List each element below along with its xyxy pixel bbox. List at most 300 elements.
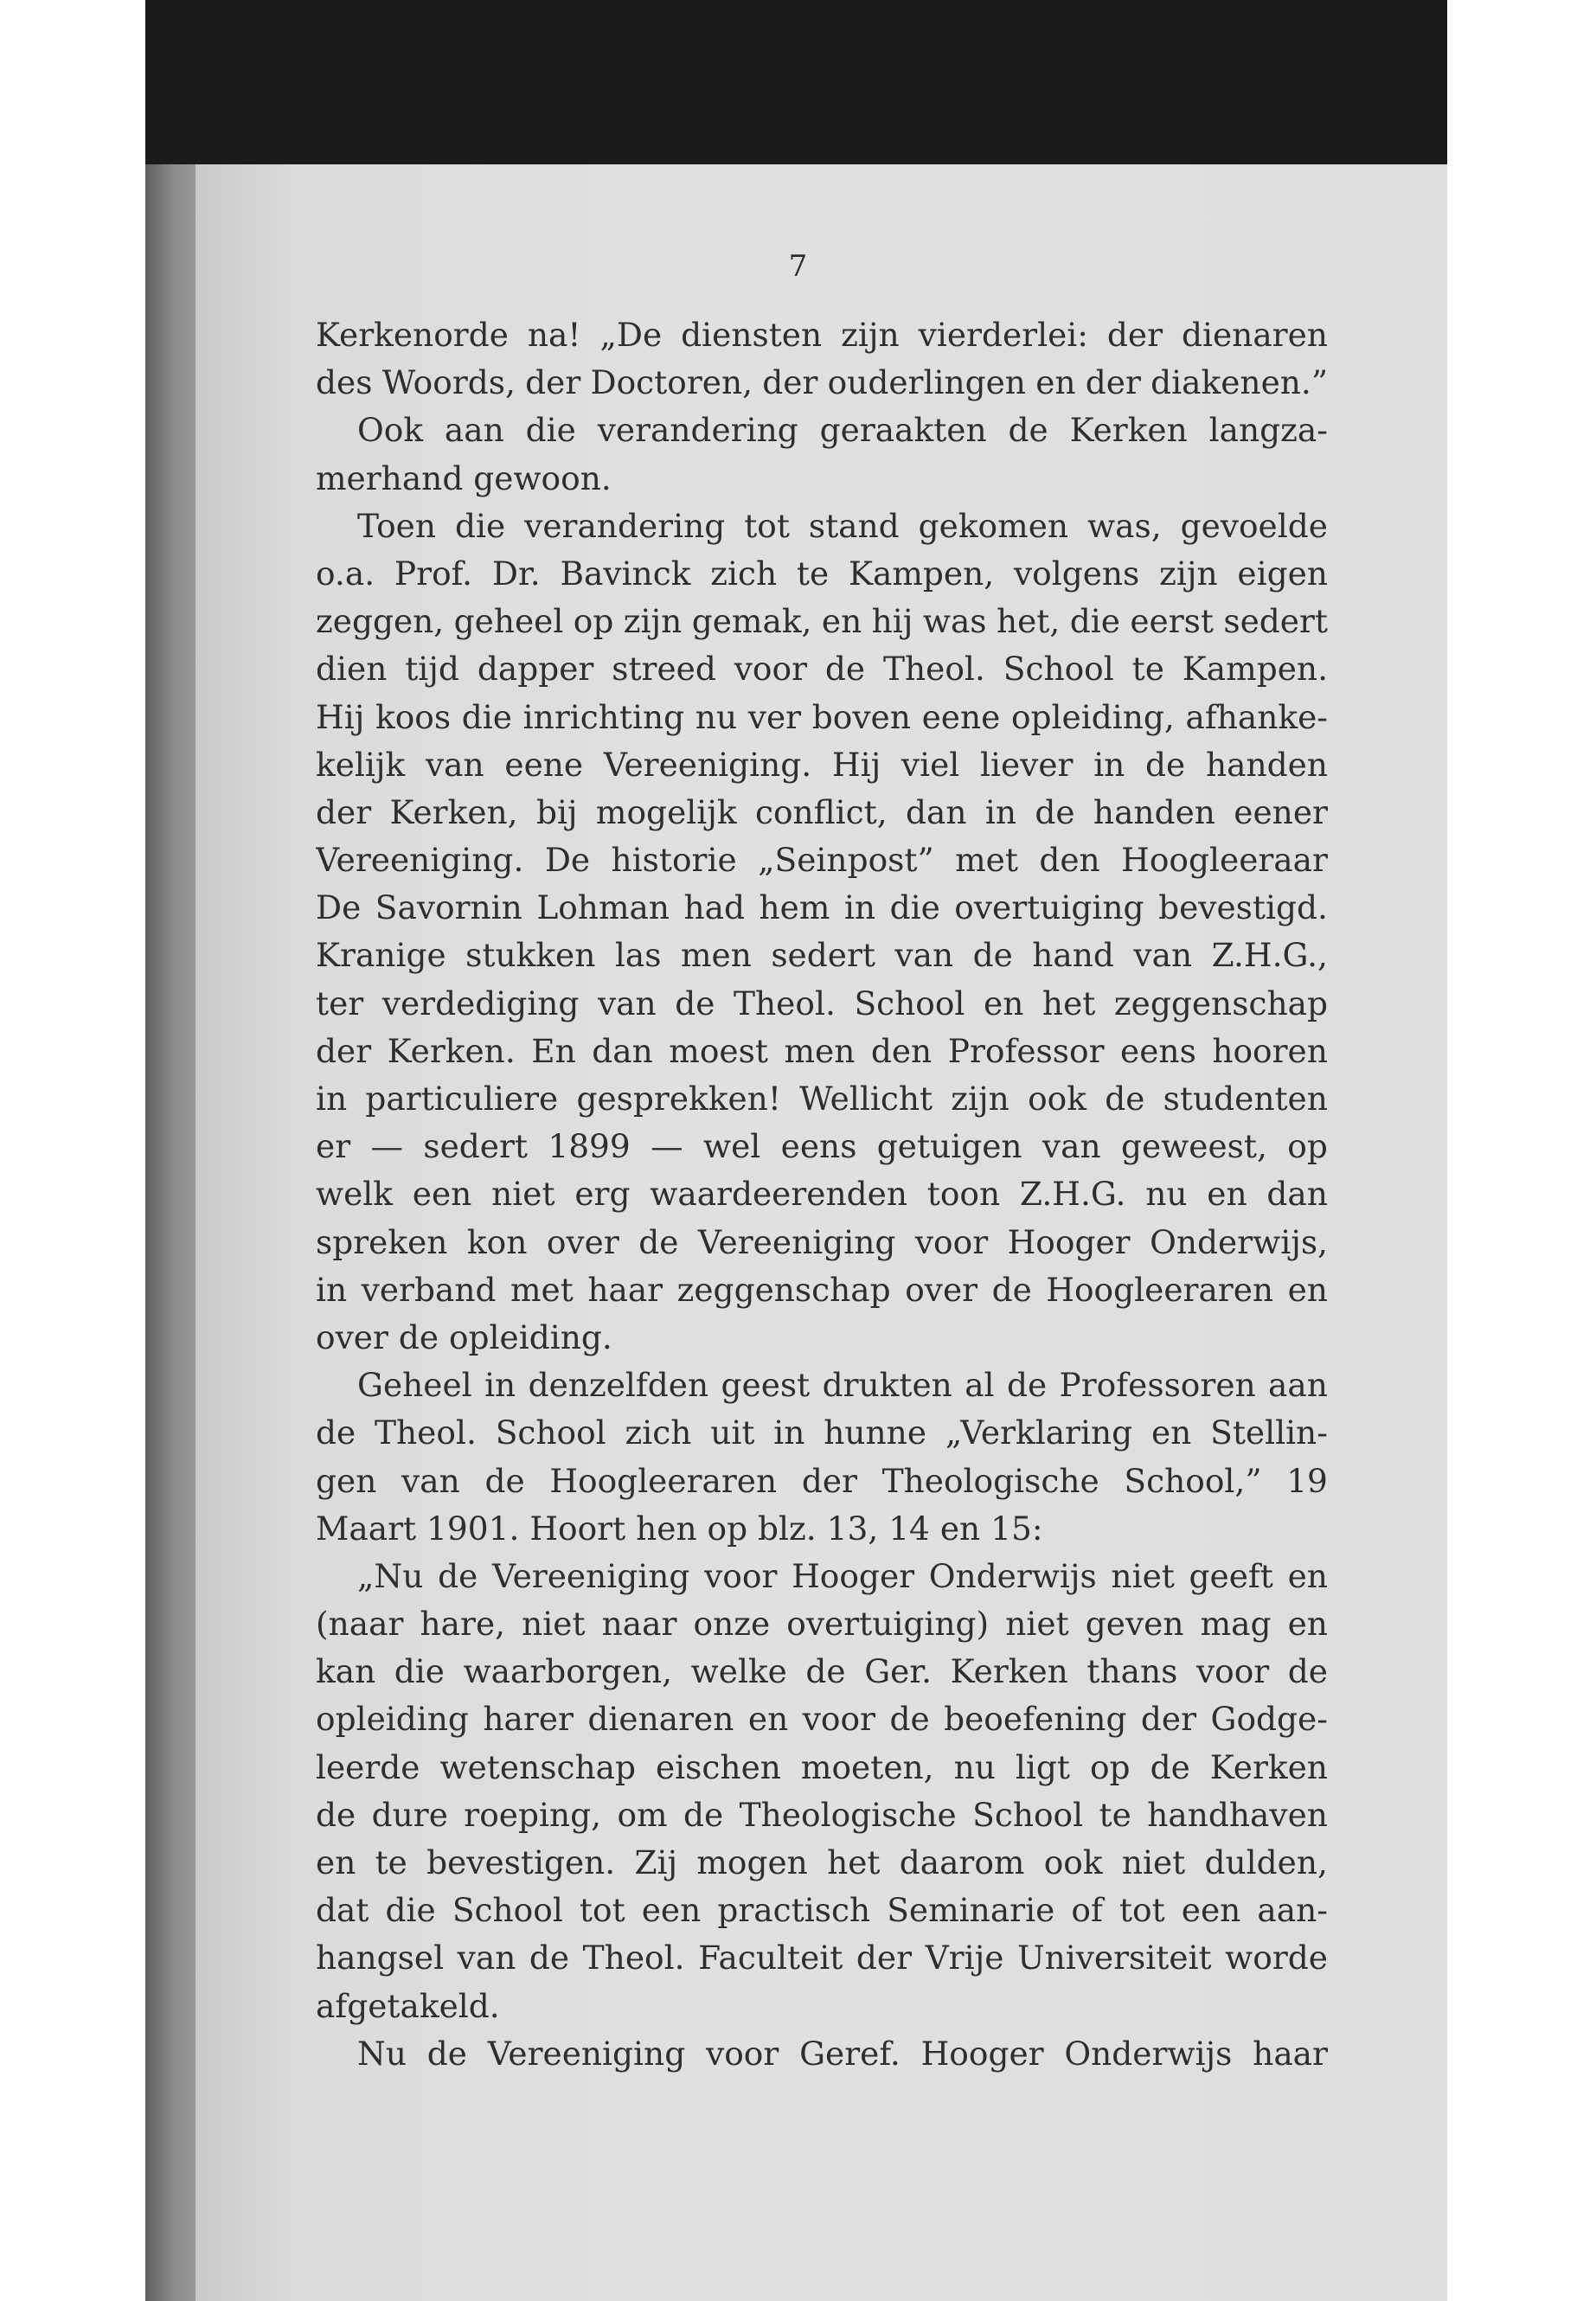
text-word: overtuiging): [786, 1605, 990, 1644]
text-word: over: [316, 1317, 399, 1356]
text-word: der: [525, 363, 581, 402]
text-word: het,: [996, 602, 1061, 641]
text-word: viel: [901, 745, 960, 784]
text-word: de: [1145, 745, 1186, 784]
text-word: zich: [625, 1413, 692, 1452]
text-word: Geref.: [799, 2034, 901, 2073]
text-word: Hooger: [920, 2034, 1044, 2073]
text-word: School: [854, 984, 965, 1022]
text-word: en: [316, 1843, 356, 1881]
text-word: volgens: [1013, 554, 1140, 593]
text-word: De: [544, 841, 591, 880]
text-word: opleiding.: [448, 1317, 612, 1356]
text-word: zeggen,: [316, 602, 445, 641]
text-word: Seminarie: [887, 1891, 1055, 1930]
text-word: hangsel: [316, 1939, 445, 1977]
text-line: [316, 598, 1328, 645]
text-line: [316, 550, 1328, 598]
text-line: [316, 1839, 1328, 1887]
text-word: over: [546, 1222, 619, 1261]
text-line: [316, 1266, 1328, 1314]
text-word: in: [773, 1413, 805, 1452]
text-word: van: [401, 1461, 460, 1500]
text-word: verandering: [524, 506, 726, 545]
text-word: gewoon.: [473, 458, 612, 497]
text-word: kon: [466, 1222, 528, 1261]
text-word: hunne: [824, 1413, 927, 1452]
text-word: Hooger: [792, 1556, 915, 1595]
text-word: harer: [483, 1700, 574, 1739]
text-word: Theol.: [734, 984, 836, 1022]
text-word: der: [1140, 1700, 1197, 1739]
text-word: Onderwijs,: [1150, 1222, 1328, 1261]
text-word: bij: [535, 792, 578, 831]
text-word: Maart: [316, 1509, 427, 1548]
text-word: o.a.: [316, 554, 375, 593]
text-word: overtuiging: [954, 888, 1144, 927]
text-word: de: [824, 650, 866, 689]
text-word: dienaren: [1181, 316, 1328, 354]
text-word: in: [484, 1366, 516, 1405]
text-word: boven: [811, 697, 911, 736]
text-word: geheel: [453, 602, 564, 641]
text-word: en: [1287, 1605, 1328, 1644]
text-word: Z.H.G.,: [1211, 936, 1328, 975]
text-line: [316, 1458, 1328, 1505]
text-word: —: [370, 1127, 403, 1166]
text-word: men: [784, 1031, 856, 1070]
text-word: Wellicht: [799, 1080, 933, 1118]
text-word: ter: [316, 984, 364, 1022]
text-word: opleiding: [316, 1700, 469, 1739]
text-word: waardeerenden: [650, 1175, 907, 1214]
text-word: de: [426, 2034, 467, 2073]
text-word: nu: [1145, 1175, 1188, 1214]
text-line: [316, 311, 1328, 359]
text-word: niet: [1111, 1556, 1175, 1595]
text-word: 1901.: [426, 1509, 530, 1548]
text-word: Theologische: [881, 1461, 1099, 1500]
text-word: Professor: [947, 1031, 1105, 1070]
text-line: [316, 1553, 1328, 1600]
text-line: [316, 1744, 1328, 1791]
text-word: geven: [1085, 1605, 1184, 1644]
text-word: hem: [759, 888, 830, 927]
text-word: in: [1093, 745, 1125, 784]
text-word: bevestigd.: [1158, 888, 1328, 927]
text-word: te: [375, 1843, 407, 1881]
text-word: Vereeniging: [491, 1556, 690, 1595]
text-word: te: [796, 554, 830, 593]
text-word: voor: [914, 1222, 989, 1261]
text-word: dan: [1266, 1175, 1328, 1214]
text-word: zijn: [623, 602, 683, 641]
text-word: afgetakeld.: [316, 1986, 500, 2025]
text-word: Hoogleeraren: [549, 1461, 778, 1500]
text-word: mogelijk: [595, 792, 737, 831]
text-word: die: [394, 1652, 445, 1691]
text-word: van: [597, 984, 657, 1022]
text-line: [316, 1170, 1328, 1218]
text-word: zijn: [1159, 554, 1218, 593]
text-word: der: [856, 1939, 913, 1977]
text-word: zeggenschap: [676, 1270, 891, 1309]
text-word: een: [641, 1891, 702, 1930]
text-word: blz.: [758, 1509, 827, 1548]
text-word: nu: [695, 697, 738, 736]
text-word: de: [972, 936, 1013, 975]
text-word: verandering: [597, 411, 798, 450]
text-word: leerde: [316, 1747, 420, 1786]
text-word: sedert: [1223, 602, 1328, 641]
text-word: gemak,: [691, 602, 812, 641]
text-word: Vereeniging: [697, 1222, 896, 1261]
text-word: 13,: [826, 1509, 889, 1548]
text-line: [316, 2030, 1328, 2078]
text-word: en: [1287, 1270, 1328, 1309]
text-word: gen: [316, 1461, 377, 1500]
text-word: was: [922, 602, 987, 641]
text-word: der: [316, 1031, 372, 1070]
text-word: en: [939, 1509, 991, 1548]
text-word: onze: [693, 1605, 771, 1644]
text-word: eene: [921, 697, 1001, 736]
text-word: Vereeniging.: [316, 841, 524, 880]
text-word: dien: [316, 650, 388, 689]
text-word: Dr.: [491, 554, 541, 593]
text-line: [316, 1409, 1328, 1457]
text-word: welke: [690, 1652, 787, 1691]
text-word: de: [438, 1556, 478, 1595]
text-word: bevestigen.: [426, 1843, 616, 1881]
text-word: tot: [744, 506, 790, 545]
text-word: van: [894, 936, 954, 975]
text-word: handen: [1093, 792, 1215, 831]
text-word: tot: [579, 1891, 625, 1930]
text-word: ook: [1028, 1080, 1086, 1118]
text-word: een: [412, 1175, 472, 1214]
text-word: conflict,: [754, 792, 888, 831]
text-word: en: [1207, 1175, 1247, 1214]
text-word: de: [638, 1222, 679, 1261]
text-word: die: [889, 888, 940, 927]
text-word: opleiding,: [1010, 697, 1175, 736]
text-word: „Seinpost”: [758, 841, 934, 880]
text-line: [316, 1600, 1328, 1648]
text-word: hand: [1032, 936, 1114, 975]
text-word: Toen: [357, 506, 437, 545]
text-word: Prof.: [394, 554, 473, 593]
text-word: die: [454, 506, 506, 545]
text-word: diakenen.”: [1151, 363, 1328, 402]
text-word: 1899: [548, 1127, 631, 1166]
text-word: de: [1105, 1080, 1145, 1118]
text-line: [316, 645, 1328, 693]
text-word: in: [984, 792, 1017, 831]
text-word: de: [683, 1795, 724, 1834]
text-line: [316, 741, 1328, 789]
text-word: kan: [316, 1652, 376, 1691]
text-word: eene: [504, 745, 584, 784]
text-word: Vereeniging: [487, 2034, 686, 2073]
text-word: tot: [1118, 1891, 1165, 1930]
text-word: „De: [599, 316, 663, 354]
text-word: Zij: [634, 1843, 678, 1881]
text-word: van: [425, 745, 484, 784]
text-word: Savornin: [375, 888, 522, 927]
text-word: voor: [1195, 1652, 1270, 1691]
text-word: Hij: [831, 745, 881, 784]
text-word: zijn: [951, 1080, 1010, 1118]
text-word: —: [651, 1127, 683, 1166]
text-word: Kampen.: [1182, 650, 1328, 689]
text-line: [316, 407, 1328, 454]
text-line: [316, 1983, 1328, 2030]
text-word: 15:: [990, 1509, 1043, 1548]
text-word: kelijk: [316, 745, 406, 784]
text-word: hij: [871, 602, 913, 641]
text-word: had: [683, 888, 746, 927]
text-line: [316, 1028, 1328, 1075]
text-word: ouderlingen: [827, 363, 1026, 402]
text-word: moeten,: [800, 1747, 934, 1786]
text-word: koos: [375, 697, 452, 736]
text-word: „Nu: [357, 1556, 424, 1595]
text-word: dan: [906, 792, 967, 831]
text-word: eigen: [1237, 554, 1328, 593]
text-word: der: [1085, 363, 1141, 402]
text-line: [316, 503, 1328, 550]
text-line: [316, 980, 1328, 1028]
text-word: Faculteit: [698, 1939, 843, 1977]
text-word: en: [821, 602, 862, 641]
text-word: in: [316, 1080, 348, 1118]
text-word: het: [1042, 984, 1096, 1022]
text-word: Kerken: [950, 1652, 1068, 1691]
text-line: [316, 1362, 1328, 1409]
text-word: School: [1003, 650, 1114, 689]
text-word: School: [972, 1795, 1084, 1834]
text-word: historie: [611, 841, 737, 880]
text-word: de: [991, 1270, 1032, 1309]
text-word: die: [525, 411, 576, 450]
text-word: over: [905, 1270, 978, 1309]
text-word: Z.H.G.: [1019, 1175, 1126, 1214]
text-word: beoefening: [944, 1700, 1127, 1739]
text-word: nu: [953, 1747, 996, 1786]
text-word: tijd: [405, 650, 459, 689]
text-word: verband: [361, 1270, 497, 1309]
text-line: [316, 932, 1328, 979]
text-word: op: [573, 602, 614, 641]
text-word: eens: [1120, 1031, 1196, 1070]
text-word: wetenschap: [439, 1747, 636, 1786]
text-line: [316, 1934, 1328, 1982]
text-word: ver: [747, 697, 802, 736]
text-word: inrichting: [522, 697, 685, 736]
text-word: Kerken: [1209, 1747, 1328, 1786]
text-word: vierderlei:: [918, 316, 1088, 354]
text-word: hen: [636, 1509, 708, 1548]
text-word: op: [1089, 1747, 1131, 1786]
text-word: er: [316, 1127, 351, 1166]
text-word: Theol.: [883, 650, 985, 689]
text-word: Theologische: [739, 1795, 957, 1834]
text-word: die: [461, 697, 512, 736]
text-word: Professoren: [1059, 1366, 1256, 1405]
text-word: in: [316, 1270, 348, 1309]
text-word: voor: [706, 2034, 779, 2073]
text-word: van: [457, 1939, 516, 1977]
text-word: langza-: [1208, 411, 1328, 450]
text-word: der: [316, 792, 372, 831]
text-word: sedert: [771, 936, 875, 975]
text-word: dapper: [477, 650, 594, 689]
text-word: en: [1035, 363, 1076, 402]
text-word: en: [747, 1700, 789, 1739]
text-word: zeggenschap: [1113, 984, 1328, 1022]
text-word: liever: [980, 745, 1074, 784]
text-word: de: [398, 1317, 449, 1356]
text-word: gevoelde: [1180, 506, 1328, 545]
text-word: wel: [703, 1127, 761, 1166]
text-word: Geheel: [357, 1366, 472, 1405]
text-word: Onderwijs: [928, 1556, 1097, 1595]
text-word: (naar: [316, 1605, 404, 1644]
text-word: particuliere: [365, 1080, 559, 1118]
text-word: Onderwijs: [1064, 2034, 1233, 2073]
text-word: voor: [704, 1556, 778, 1595]
text-word: School,”: [1124, 1461, 1262, 1500]
text-word: Kranige: [316, 936, 446, 975]
text-word: dienaren: [587, 1700, 734, 1739]
text-word: hooren: [1212, 1031, 1328, 1070]
text-word: welk: [316, 1175, 394, 1214]
text-word: aan: [1268, 1366, 1328, 1405]
text-word: dure: [371, 1795, 448, 1834]
text-word: zich: [710, 554, 778, 593]
text-word: thans: [1086, 1652, 1178, 1691]
text-line: [316, 789, 1328, 836]
text-word: en: [984, 984, 1024, 1022]
text-word: practisch: [717, 1891, 871, 1930]
text-word: Godge-: [1210, 1700, 1328, 1739]
text-word: erg: [574, 1175, 631, 1214]
text-line: [316, 359, 1328, 407]
text-word: die: [385, 1891, 436, 1930]
text-word: daarom: [899, 1843, 1025, 1881]
page-gutter-edge: [145, 164, 197, 2301]
text-word: ligt: [1015, 1747, 1070, 1786]
text-word: Hoort: [529, 1509, 637, 1548]
text-word: handen: [1205, 745, 1328, 784]
text-word: eens: [780, 1127, 857, 1166]
text-word: of: [1071, 1891, 1103, 1930]
text-word: merhand: [316, 458, 474, 497]
text-word: Hoogleeraar: [1121, 841, 1328, 880]
text-word: studenten: [1163, 1080, 1328, 1118]
text-word: hare,: [420, 1605, 506, 1644]
text-word: den: [1039, 841, 1100, 880]
text-word: gekomen: [918, 506, 1069, 545]
text-line: [316, 836, 1328, 884]
text-word: voor: [734, 650, 808, 689]
body-text: [316, 311, 1328, 2078]
text-word: verdediging: [381, 984, 580, 1022]
text-word: roeping,: [464, 1795, 602, 1834]
text-word: aan: [444, 411, 504, 450]
text-word: geest: [721, 1366, 811, 1405]
text-word: de: [484, 1461, 525, 1500]
text-word: de: [1287, 1652, 1328, 1691]
text-word: eerst: [1130, 602, 1214, 641]
text-word: der: [1106, 316, 1163, 354]
text-word: Hoogleeraren: [1046, 1270, 1274, 1309]
text-word: waarborgen,: [463, 1652, 673, 1691]
text-word: Kerkenorde: [316, 316, 509, 354]
text-word: eischen: [655, 1747, 781, 1786]
text-word: Kampen,: [848, 554, 995, 593]
text-word: niet: [522, 1605, 586, 1644]
text-word: mogen: [696, 1843, 808, 1881]
text-line: [316, 1075, 1328, 1123]
text-word: Kerken: [1069, 411, 1188, 450]
text-word: Doctoren,: [590, 363, 753, 402]
text-word: de: [529, 1939, 570, 1977]
text-line: [316, 884, 1328, 932]
text-word: Theol.: [375, 1413, 477, 1452]
text-word: al: [965, 1366, 995, 1405]
text-word: eener: [1234, 792, 1328, 831]
text-word: uit: [710, 1413, 755, 1452]
text-word: dulden,: [1204, 1843, 1328, 1881]
text-word: des: [316, 363, 373, 402]
text-line: [316, 1123, 1328, 1170]
text-word: moest: [669, 1031, 768, 1070]
text-word: 19: [1286, 1461, 1328, 1500]
text-word: Stellin-: [1210, 1413, 1328, 1452]
text-word: stand: [808, 506, 900, 545]
text-word: niet: [491, 1175, 555, 1214]
text-word: een: [1181, 1891, 1241, 1930]
text-word: zijn: [841, 316, 900, 354]
text-word: op: [707, 1509, 759, 1548]
text-word: der: [762, 363, 818, 402]
text-word: afhanke-: [1185, 697, 1328, 736]
text-word: de: [316, 1795, 356, 1834]
text-word: met: [955, 841, 1018, 880]
text-word: ook: [1043, 1843, 1103, 1881]
text-line: [316, 1648, 1328, 1695]
text-word: spreken: [316, 1222, 448, 1261]
text-word: „Verklaring: [945, 1413, 1133, 1452]
text-word: geweest,: [1120, 1127, 1267, 1166]
text-word: En: [531, 1031, 576, 1070]
text-word: Universiteit: [1016, 1939, 1212, 1977]
text-word: van: [1133, 936, 1193, 975]
text-word: de: [1008, 411, 1048, 450]
text-word: voor: [802, 1700, 875, 1739]
text-word: te: [1099, 1795, 1131, 1834]
text-word: Hooger: [1007, 1222, 1131, 1261]
text-word: niet: [1005, 1605, 1069, 1644]
text-word: gesprekken!: [576, 1080, 781, 1118]
text-word: geeft: [1189, 1556, 1273, 1595]
text-word: de: [805, 1652, 846, 1691]
text-word: men: [680, 936, 752, 975]
text-word: en: [1287, 1556, 1328, 1595]
text-word: de: [1006, 1366, 1048, 1405]
